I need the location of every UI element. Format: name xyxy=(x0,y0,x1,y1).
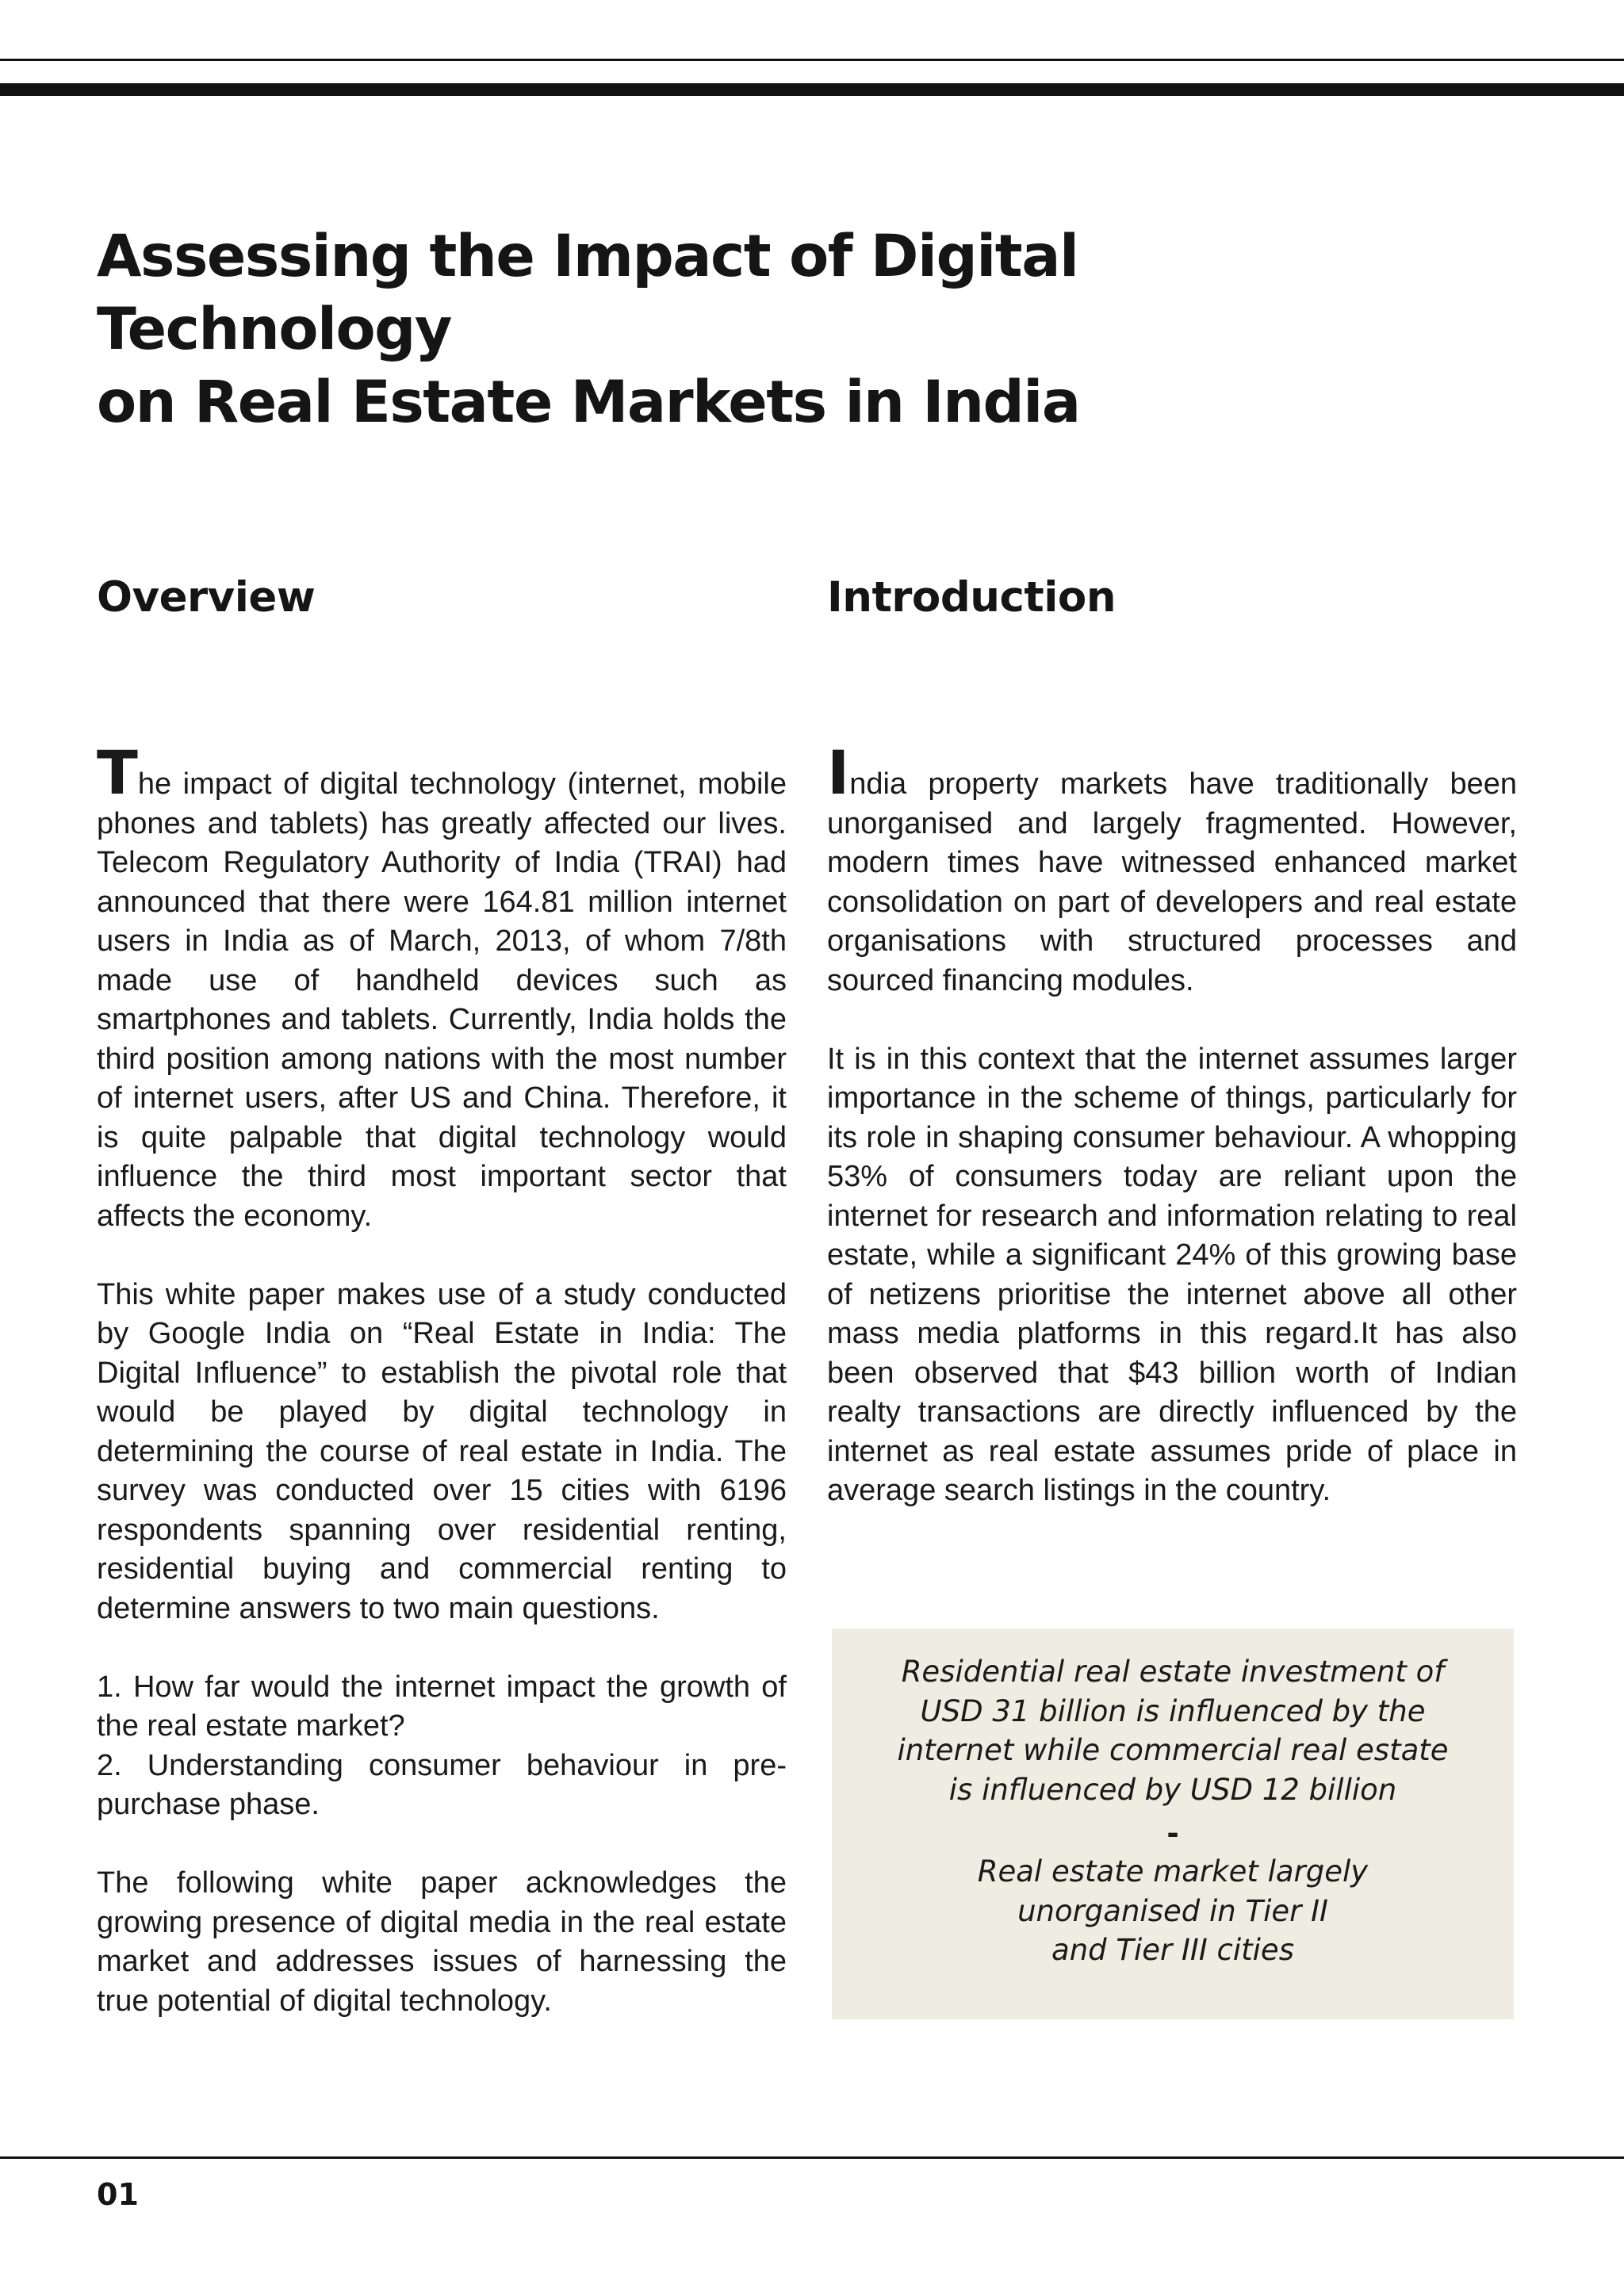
introduction-paragraph-2: It is in this context that the internet assumes larger importance in the scheme of things, particularly for its role in shaping consumer behaviour. A whopping 53% of consumers today are reliant upon the internet for research and information relating to real estate, while a significant 24% of this growing base of netizens prioritise the internet above all other mass media platforms in this regard.It has also been observed that $43 billion worth of Indian realty transactions are directly influenced by the internet as real estate assumes pride of place in average search listings in the country. xyxy=(827,1042,1517,1507)
callout-separator: - xyxy=(1166,1816,1179,1850)
callout-line: USD 31 billion is influenced by the xyxy=(920,1693,1426,1728)
overview-paragraph-3: The following white paper acknowledges the growing presence of digital media in the real estate market and addresses issues of harnessing the true potential of digital technology. xyxy=(97,1866,787,2018)
overview-paragraph-2: This white paper makes use of a study conducted by Google India on “Real Estate in India: The Digital Influence” to establish the pivotal role that would be played by digital technology in determining the course of real estate in India. The survey was conducted over 15 cities with 6196 respondents spanning over residential renting, residential buying and commercial renting to determine answers to two main questions. xyxy=(97,1277,787,1625)
overview-question-2: 2. Understanding consumer behaviour in pre-purchase phase. xyxy=(97,1748,787,1821)
header-rule-thin xyxy=(0,59,1624,61)
page-title xyxy=(97,220,1445,439)
overview-dropcap: T xyxy=(97,737,138,808)
overview-paragraph-1 xyxy=(97,737,787,1236)
callout-line: Residential real estate investment of xyxy=(901,1655,1445,1689)
page-title-line-1: Assessing the Impact of Digital Technology xyxy=(97,223,1078,363)
introduction-paragraph-1-text: ndia property markets have traditionally been unorganised and largely fragmented. However, modern times have witnessed enhanced market consolidation on part of developers and real estate organisations with structured processes and sourced financing modules. xyxy=(827,767,1517,997)
callout-line: unorganised in Tier II xyxy=(1017,1893,1328,1928)
callout-line: is influenced by USD 12 billion xyxy=(948,1772,1397,1807)
overview-heading: Overview xyxy=(97,573,316,622)
introduction-heading: Introduction xyxy=(827,573,1116,622)
overview-question-1: 1. How far would the internet impact the growth of the real estate market? xyxy=(97,1670,787,1743)
footer-rule xyxy=(0,2156,1624,2159)
page-number: 01 xyxy=(97,2177,139,2212)
overview-question-list xyxy=(97,1668,787,1825)
header-rule-thick xyxy=(0,83,1624,96)
introduction-dropcap: I xyxy=(827,737,850,808)
overview-paragraph-1-text: he impact of digital technology (internet, mobile phones and tablets) has greatly affected our lives. Telecom Regulatory Authority of India (TRAI) had announced that there were 164.81 million internet users in India as of March, 2013, of whom 7/8th made use of handheld devices such as smartphones and tablets. Currently, India holds the third position among nations with the most number of internet users, after US and China. Therefore, it is quite palpable that digital technology would influence the third most important sector that affects the economy. xyxy=(97,767,787,1233)
callout-box xyxy=(832,1628,1514,2019)
introduction-column xyxy=(827,737,1517,1550)
callout-line: and Tier III cities xyxy=(1051,1933,1294,1967)
overview-column xyxy=(97,737,787,2061)
callout-statement-2 xyxy=(832,1852,1514,1970)
callout-line: internet while commercial real estate xyxy=(897,1733,1449,1767)
callout-statement-1 xyxy=(832,1652,1514,1809)
page-title-line-2: on Real Estate Markets in India xyxy=(97,369,1080,436)
callout-line: Real estate market largely xyxy=(977,1854,1369,1888)
introduction-paragraph-1 xyxy=(827,737,1517,1001)
